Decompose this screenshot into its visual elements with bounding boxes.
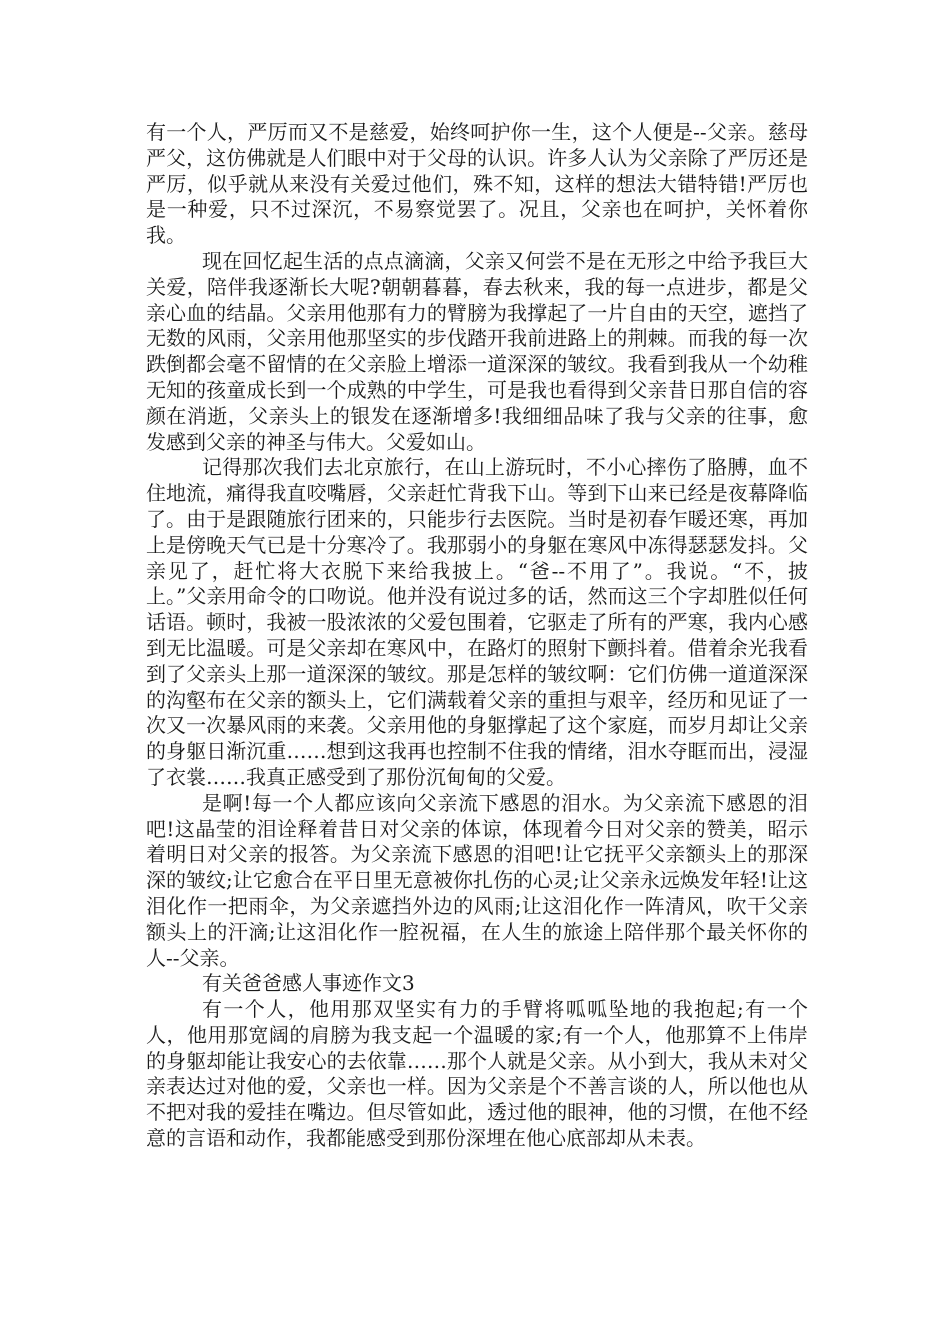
article-body — [146, 120, 808, 1152]
paragraph-essay-3: 有一个人，他用那双坚实有力的手臂将呱呱坠地的我抱起;有一个人，他用那宽阔的肩膀为我支起一个温暖的家;有一个人，他那算不上伟岸的身躯却能让我安心的去依靠……那个人就是父亲。从小到大，我从未对父亲表达过对他的爱，父亲也一样。因为父亲是个不善言谈的人，所以他也从不把对我的爱挂在嘴边。但尽管如此，透过他的眼神，他的习惯，在他不经意的言语和动作，我都能感受到那份深埋在他心底部却从未表。 — [146, 997, 808, 1151]
paragraph-gratitude: 是啊!每一个人都应该向父亲流下感恩的泪水。为父亲流下感恩的泪吧!这晶莹的泪诠释着昔日对父亲的体谅，体现着今日对父亲的赞美，昭示着明日对父亲的报答。为父亲流下感恩的泪吧!让它抚平父亲额头上的那深深的皱纹;让它愈合在平日里无意被你扎伤的心灵;让父亲永远焕发年轻!让这泪化作一把雨伞，为父亲遮挡外边的风雨;让这泪化作一阵清风，吹干父亲额头上的汗滴;让这泪化作一腔祝福，在人生的旅途上陪伴那个最关怀你的人--父亲。 — [146, 790, 808, 970]
paragraph-intro: 有一个人，严厉而又不是慈爱，始终呵护你一生，这个人便是--父亲。慈母严父，这仿佛就是人们眼中对于父母的认识。许多人认为父亲除了严厉还是严厉，似乎就从来没有关爱过他们，殊不知，这样的想法大错特错!严厉也是一种爱，只不过深沉，不易察觉罢了。况且，父亲也在呵护，关怀着你我。 — [146, 120, 808, 248]
paragraph-memories: 现在回忆起生活的点点滴滴，父亲又何尝不是在无形之中给予我巨大关爱，陪伴我逐渐长大呢?朝朝暮暮，春去秋来，我的每一点进步，都是父亲心血的结晶。父亲用他那有力的臂膀为我撑起了一片自由的天空，遮挡了无数的风雨，父亲用他那坚实的步伐踏开我前进路上的荆棘。而我的每一次跌倒都会毫不留情的在父亲脸上增添一道深深的皱纹。我看到我从一个幼稚无知的孩童成长到一个成熟的中学生，可是我也看得到父亲昔日那自信的容颜在消逝，父亲头上的银发在逐渐增多!我细细品味了我与父亲的往事，愈发感到父亲的神圣与伟大。父爱如山。 — [146, 248, 808, 454]
essay-heading: 有关爸爸感人事迹作文3 — [202, 971, 415, 996]
paragraph-beijing-trip: 记得那次我们去北京旅行，在山上游玩时，不小心摔伤了胳膊，血不住地流，痛得我直咬嘴唇，父亲赶忙背我下山。等到下山来已经是夜幕降临了。由于是跟随旅行团来的，只能步行去医院。当时是初春乍暖还寒，再加上是傍晚天气已是十分寒冷了。我那弱小的身躯在寒风中冻得瑟瑟发抖。父亲见了，赶忙将大衣脱下来给我披上。“爸--不用了”。我说。“不，披上。”父亲用命令的口吻说。他并没有说过多的话，然而这三个字却胜似任何话语。顿时，我被一股浓浓的父爱包围着，它驱走了所有的严寒，我内心感到无比温暖。可是父亲却在寒风中，在路灯的照射下颤抖着。借着余光我看到了父亲头上那一道深深的皱纹。那是怎样的皱纹啊：它们仿佛一道道深深的沟壑布在父亲的额头上，它们满载着父亲的重担与艰辛，经历和见证了一次又一次暴风雨的来袭。父亲用他的身躯撑起了这个家庭，而岁月却让父亲的身躯日渐沉重……想到这我再也控制不住我的情绪，泪水夺眶而出，浸湿了衣裳……我真正感受到了那份沉甸甸的父爱。 — [146, 455, 808, 789]
